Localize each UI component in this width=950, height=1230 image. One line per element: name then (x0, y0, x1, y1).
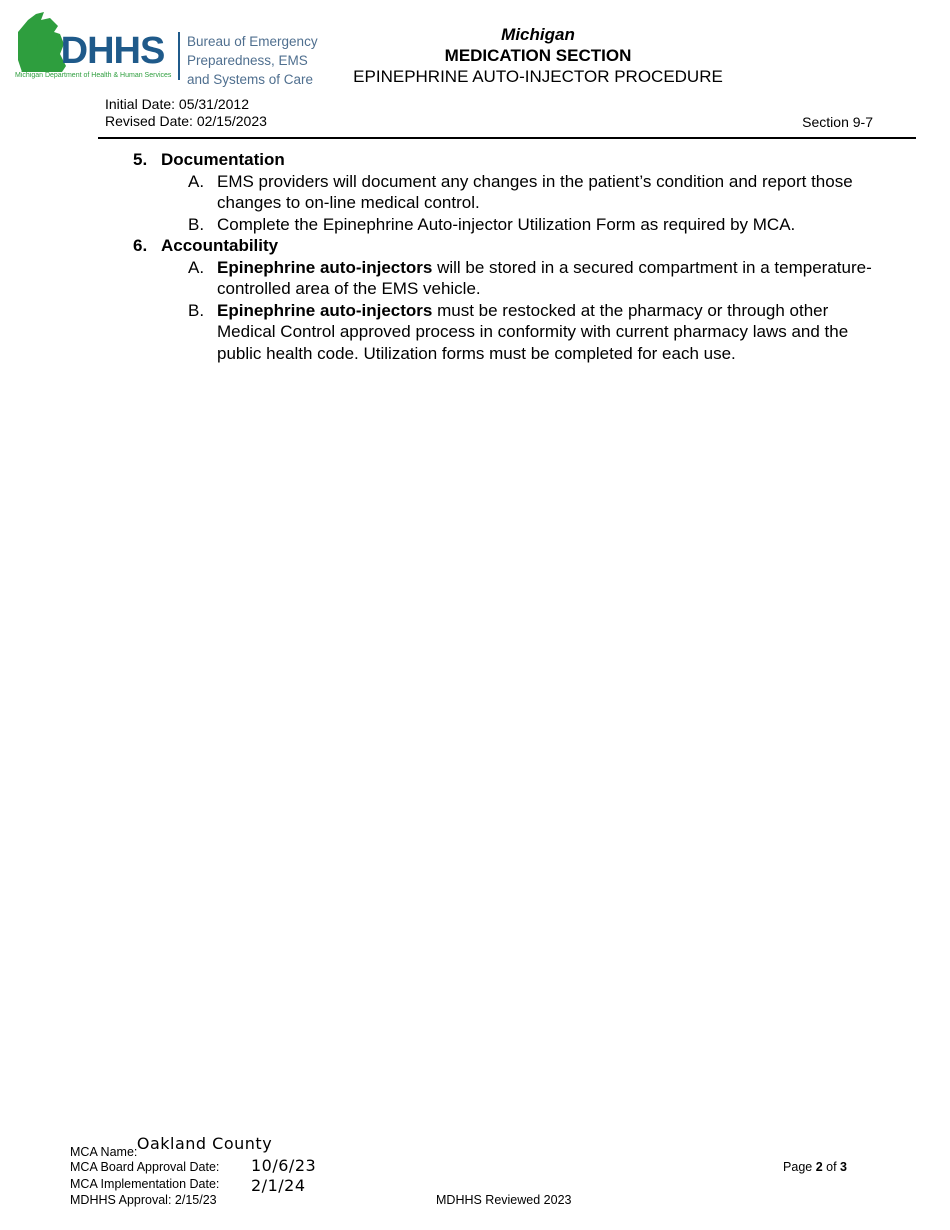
implementation-label: MCA Implementation Date: (70, 1177, 220, 1191)
bureau-line-2: Preparedness, EMS (187, 53, 308, 68)
mdhhs-logo (14, 10, 318, 87)
mca-name-row (70, 1134, 276, 1160)
bureau-line-1: Bureau of Emergency (187, 34, 318, 49)
board-approval-row (70, 1159, 219, 1175)
board-approval-value: 10/6/23 (251, 1156, 317, 1175)
state-title: Michigan (501, 25, 575, 44)
item-bold-text: Epinephrine auto-injectors (217, 300, 433, 320)
item-letter: B. (188, 214, 205, 234)
item-text: will be stored in a secured compartment in a temperature-controlled area of the EMS vehicle. (217, 257, 872, 298)
list-item (0, 300, 950, 365)
list-item (0, 214, 950, 236)
document-titles (320, 24, 756, 87)
revised-date: Revised Date: 02/15/2023 (105, 113, 267, 129)
bureau-line-3: and Systems of Care (187, 72, 314, 87)
implementation-value: 2/1/24 (251, 1176, 306, 1195)
mdhhs-approval: MDHHS Approval: 2/15/23 (70, 1193, 217, 1207)
header-divider (98, 137, 916, 139)
implementation-row (70, 1176, 219, 1192)
section-title: MEDICATION SECTION (444, 46, 632, 65)
section-number-label: 6. (133, 236, 148, 255)
item-letter: A. (188, 257, 205, 277)
section-number: Section 9-7 (802, 114, 873, 130)
list-item (0, 171, 950, 214)
logo-department: Michigan Department of Health & Human Services (15, 72, 172, 79)
mca-name-label: MCA Name: (70, 1145, 138, 1159)
page-prefix: Page (783, 1160, 816, 1174)
section-heading-documentation (0, 149, 950, 171)
board-approval-label: MCA Board Approval Date: (70, 1160, 220, 1174)
section-number-label: 5. (133, 150, 148, 169)
item-text: Complete the Epinephrine Auto-injector Utilization Form as required by MCA. (217, 214, 796, 234)
list-item (0, 257, 950, 300)
document-body (0, 149, 950, 364)
page-current: 2 (815, 1160, 823, 1174)
mdhhs-reviewed: MDHHS Reviewed 2023 (436, 1193, 572, 1207)
mca-name-value: Oakland County (136, 1134, 273, 1153)
logo-wordmark-m: M (30, 30, 61, 72)
logo-wordmark-rest: DHHS (60, 30, 165, 72)
item-bold-text: Epinephrine auto-injectors (217, 257, 433, 277)
logo-divider (178, 32, 180, 80)
item-text: must be restocked at the pharmacy or through other Medical Control approved process in conformity with current pharmacy laws and the public health code. Utilization forms must be completed for each use. (217, 300, 849, 363)
logo-bureau-name (187, 32, 318, 89)
procedure-title: EPINEPHRINE AUTO-INJECTOR PROCEDURE (353, 67, 723, 86)
item-letter: B. (188, 300, 205, 320)
item-text: EMS providers will document any changes in the patient’s condition and report those changes to on-line medical control. (217, 171, 853, 212)
document-dates (105, 96, 267, 130)
section-title-text: Accountability (161, 236, 279, 255)
page-indicator (783, 1159, 847, 1175)
logo-wordmark (30, 32, 164, 70)
section-heading-accountability (0, 235, 950, 257)
page-total: 3 (840, 1160, 847, 1174)
initial-date: Initial Date: 05/31/2012 (105, 96, 249, 112)
page-of: of (822, 1160, 841, 1174)
section-title-text: Documentation (161, 150, 285, 169)
item-letter: A. (188, 171, 205, 191)
